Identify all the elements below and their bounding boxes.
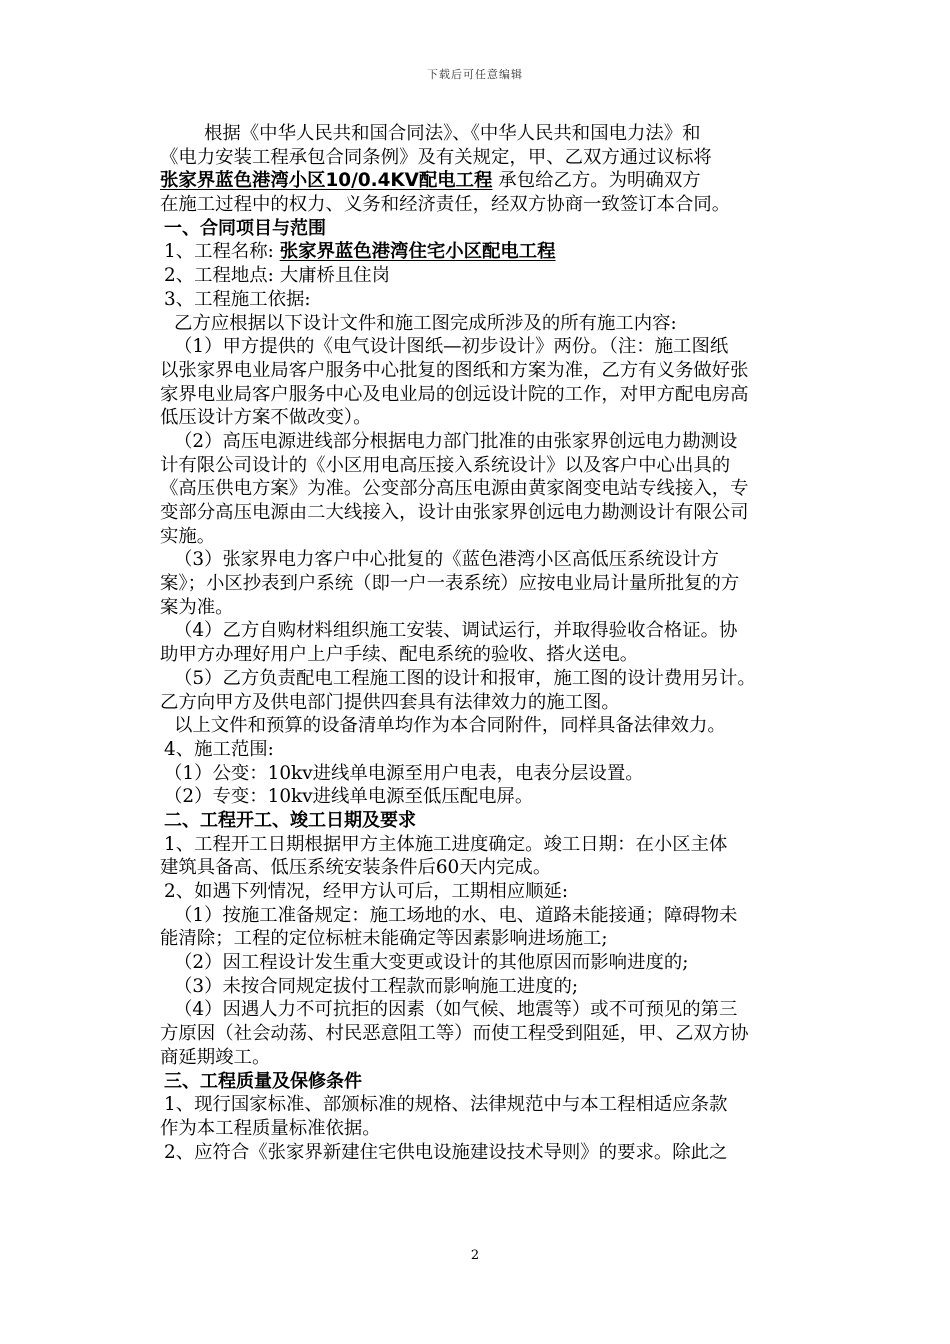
paragraph-line: 案为准。 (160, 596, 234, 618)
paragraph-line: 案》；小区抄表到户系统（即一户一表系统）应按电业局计量所批复的方 (160, 573, 740, 595)
paragraph-line: 2、工程地点: 大庸桥且住岗 (164, 265, 391, 287)
paragraph-line: 3、工程施工依据: (164, 288, 311, 310)
paragraph-line: 1、现行国家标准、部颁标准的规格、法律规范中与本工程相适应条款 (164, 1094, 728, 1116)
paragraph-line: 乙方向甲方及供电部门提供四套具有法律效力的施工图。 (160, 691, 620, 713)
page-header: 下载后可任意编辑 (427, 68, 523, 81)
paragraph-line: 作为本工程质量标准依据。 (160, 1117, 381, 1139)
paragraph-line: 家界电业局客户服务中心及电业局的创远设计院的工作，对甲方配电房高 (160, 383, 749, 405)
paragraph-line: 实施。 (160, 525, 216, 547)
paragraph-line: （1）甲方提供的《电气设计图纸—初步设计》两份。（注：施工图纸 (174, 336, 729, 358)
paragraph-line: 建筑具备高、低压系统安装条件后60天内完成。 (160, 857, 552, 879)
field-label: 1、工程名称: (164, 241, 280, 263)
paragraph-line: 以张家界电业局客户服务中心批复的图纸和方案为准，乙方有义务做好张 (160, 359, 749, 381)
contract-body (160, 122, 850, 1164)
paragraph-line: 4、施工范围: (164, 738, 274, 760)
paragraph-line: （2）专变：10kv进线单电源至低压配电屏。 (164, 786, 534, 808)
paragraph-line: （4）因遇人力不可抗拒的因素（如气候、地震等）或不可预见的第三 (174, 999, 738, 1021)
section-heading-2: 二、工程开工、竣工日期及要求 (164, 809, 416, 831)
project-name-value: 张家界蓝色港湾住宅小区配电工程 (279, 241, 556, 263)
paragraph-line: 在施工过程中的权力、义务和经济责任，经双方协商一致签订本合同。 (160, 194, 731, 216)
paragraph-line: （4）乙方自购材料组织施工安装、调试运行，并取得验收合格证。协 (174, 620, 738, 642)
paragraph-line: 根据《中华人民共和国合同法》、《中华人民共和国电力法》和 (204, 123, 701, 144)
paragraph-line: （1）公变：10kv进线单电源至用户电表，电表分层设置。 (164, 762, 644, 784)
paragraph-line: 乙方应根据以下设计文件和施工图完成所涉及的所有施工内容: (174, 312, 677, 334)
paragraph-line: 1、工程开工日期根据甲方主体施工进度确定。竣工日期：在小区主体 (164, 833, 728, 855)
paragraph-line: 以上文件和预算的设备清单均作为本合同附件，同样具备法律效力。 (174, 715, 726, 737)
page-number: 2 (470, 1248, 480, 1263)
paragraph-line: 计有限公司设计的《小区用电高压接入系统设计》以及客户中心出具的 (160, 454, 731, 476)
paragraph-line: 方原因（社会动荡、村民恶意阻工等）而使工程受到阻延，甲、乙双方协 (160, 1023, 749, 1045)
paragraph-line: 低压设计方案不做改变）。 (160, 407, 372, 429)
paragraph-line: （3）张家界电力客户中心批复的《蓝色港湾小区高低压系统设计方 (174, 549, 720, 571)
paragraph-line: （2）高压电源进线部分根据电力部门批准的由张家界创远电力勘测设 (174, 430, 738, 452)
paragraph-line: （3）未按合同规定拔付工程款而影响施工进度的; (174, 975, 579, 997)
paragraph-text: 承包给乙方。为明确双方 (492, 170, 701, 192)
paragraph-line: （5）乙方负责配电工程施工图的设计和报审，施工图的设计费用另计。 (174, 667, 756, 689)
paragraph-line (160, 169, 850, 193)
paragraph-line: 商延期竣工。 (160, 1046, 271, 1068)
paragraph-line (160, 240, 850, 264)
paragraph-line: （2）因工程设计发生重大变更或设计的其他原因而影响进度的; (174, 952, 689, 974)
section-heading-1: 一、合同项目与范围 (164, 217, 326, 239)
paragraph-line: 2、如遇下列情况，经甲方认可后，工期相应顺延: (164, 881, 569, 902)
paragraph-line: 能清除；工程的定位标桩未能确定等因素影响进场施工; (160, 928, 608, 950)
project-name-underlined: 张家界蓝色港湾小区10/0.4KV配电工程 (160, 170, 493, 192)
paragraph-line: 《高压供电方案》为准。公变部分高压电源由黄家阁变电站专线接入，专 (160, 478, 749, 500)
paragraph-line: 变部分高压电源由二大线接入，设计由张家界创远电力勘测设计有限公司 (160, 502, 749, 523)
paragraph-line: 助甲方办理好用户上户手续、配电系统的验收、搭火送电。 (160, 644, 639, 666)
paragraph-line: 《电力安装工程承包合同条例》及有关规定，甲、乙双方通过议标将 (160, 146, 712, 168)
section-heading-3: 三、工程质量及保修条件 (164, 1070, 362, 1092)
paragraph-line: 2、应符合《张家界新建住宅供电设施建设技术导则》的要求。除此之 (164, 1141, 728, 1163)
paragraph-line: （1）按施工准备规定：施工场地的水、电、道路未能接通；障碍物未 (174, 904, 738, 926)
